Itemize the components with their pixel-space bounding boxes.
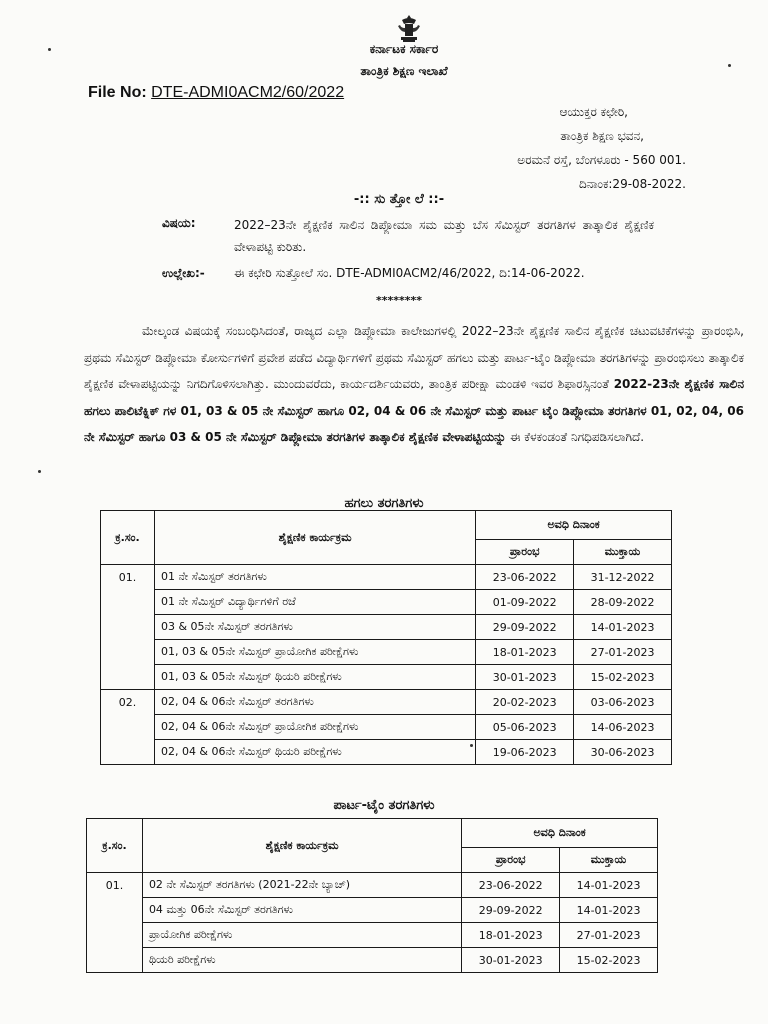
start-date-cell: 19-06-2023 [476,740,574,765]
scan-speck [48,48,51,51]
start-date-cell: 30-01-2023 [462,948,560,973]
start-date-cell: 23-06-2022 [476,565,574,590]
col-header-start: ಪ್ರಾರಂಭ [476,540,574,565]
table-row [87,898,658,923]
program-cell: 02, 04 & 06ನೇ ಸೆಮಿಸ್ಟರ್ ತರಗತಿಗಳು [154,690,475,715]
program-cell: 01 ನೇ ಸೆಮಿಸ್ಟರ್ ವಿದ್ಯಾರ್ಥಿಗಳಿಗೆ ರಜೆ [154,590,475,615]
table-row [101,665,672,690]
address-line-1: ಆಯುಕ್ತರ ಕಛೇರಿ, [559,105,628,119]
reference-text: ಈ ಕಛೇರಿ ಸುತ್ತೋಲೆ ಸಂ. DTE-ADMI0ACM2/46/2022, ದಿ:14-06-2022. [234,266,585,280]
office-address [517,100,686,196]
start-date-cell: 18-01-2023 [476,640,574,665]
end-date-cell: 15-02-2023 [560,948,658,973]
table-row [101,615,672,640]
body-paragraph [84,318,744,451]
file-number-value: DTE-ADMI0ACM2/60/2022 [151,84,345,101]
end-date-cell: 28-09-2022 [574,590,672,615]
body-text-2: ಈ ಕೆಳಕಂಡಂತೆ ನಿಗಧಿಪಡಿಸಲಾಗಿದೆ. [506,430,645,444]
table-row [101,690,672,715]
end-date-cell: 27-01-2023 [574,640,672,665]
serial-number-cell: 01. [87,873,143,973]
address-line-2: ತಾಂತ್ರಿಕ ಶಿಕ್ಷಣ ಭವನ, [560,129,644,143]
file-number-label: File No: [88,84,147,101]
program-cell: 01 ನೇ ಸೆಮಿಸ್ಟರ್ ತರಗತಿಗಳು [154,565,475,590]
program-cell: 02, 04 & 06ನೇ ಸೆಮಿಸ್ಟರ್ ಪ್ರಾಯೋಗಿಕ ಪರೀಕ್ಷೆಗಳು [154,715,475,740]
program-cell: 04 ಮತ್ತು 06ನೇ ಸೆಮಿಸ್ಟರ್ ತರಗತಿಗಳು [142,898,461,923]
col-header-program: ಶೈಕ್ಷಣಿಕ ಕಾರ್ಯಕ್ರಮ [154,511,475,565]
parttime-table-title: ಪಾರ್ಟ-ಟೈಂ ತರಗತಿಗಳು [333,798,435,813]
end-date-cell: 14-01-2023 [560,873,658,898]
address-line-3: ಅರಮನೆ ರಸ್ತೆ, ಬೆಂಗಳೂರು - 560 001. [517,153,686,167]
program-cell: 01, 03 & 05ನೇ ಸೆಮಿಸ್ಟರ್ ಥಿಯರಿ ಪರೀಕ್ಷೆಗಳು [154,665,475,690]
circular-title: -:: ಸು ತ್ತೋ ಲೆ ::- [353,192,445,207]
col-header-end: ಮುಕ್ತಾಯ [560,848,658,873]
start-date-cell: 18-01-2023 [462,923,560,948]
scan-speck [470,744,473,747]
start-date-cell: 29-09-2022 [476,615,574,640]
end-date-cell: 14-01-2023 [574,615,672,640]
reference-label: ಉಲ್ಲೇಖ:- [162,266,205,280]
start-date-cell: 23-06-2022 [462,873,560,898]
subject-label: ವಿಷಯ: [162,216,196,230]
col-header-serial: ಕ್ರ.ಸಂ. [87,819,143,873]
program-cell: 01, 03 & 05ನೇ ಸೆಮಿಸ್ಟರ್ ಪ್ರಾಯೋಗಿಕ ಪರೀಕ್ಷೆಗಳು [154,640,475,665]
program-cell: ಥಿಯರಿ ಪರೀಕ್ಷೆಗಳು [142,948,461,973]
program-cell: 02 ನೇ ಸೆಮಿಸ್ಟರ್ ತರಗತಿಗಳು (2021-22ನೇ ಬ್ಯಾಚ್) [142,873,461,898]
table-header-row [87,819,658,848]
end-date-cell: 27-01-2023 [560,923,658,948]
program-cell: 02, 04 & 06ನೇ ಸೆಮಿಸ್ಟರ್ ಥಿಯರಿ ಪರೀಕ್ಷೆಗಳು [154,740,475,765]
end-date-cell: 14-01-2023 [560,898,658,923]
table-row [101,715,672,740]
start-date-cell: 30-01-2023 [476,665,574,690]
start-date-cell: 29-09-2022 [462,898,560,923]
department-name: ತಾಂತ್ರಿಕ ಶಿಕ್ಷಣ ಇಲಾಖೆ [360,64,448,78]
col-header-serial: ಕ್ರ.ಸಂ. [101,511,155,565]
col-header-program: ಶೈಕ್ಷಣಿಕ ಕಾರ್ಯಕ್ರಮ [142,819,461,873]
state-emblem-icon [392,14,426,44]
table-row [101,740,672,765]
start-date-cell: 20-02-2023 [476,690,574,715]
scan-speck [38,470,41,473]
serial-number-cell: 01. [101,565,155,690]
day-table-title: ಹಗಲು ತರಗತಿಗಳು [344,496,424,511]
table-row [87,948,658,973]
scan-speck [728,64,731,67]
end-date-cell: 15-02-2023 [574,665,672,690]
file-number [88,84,344,102]
end-date-cell: 03-06-2023 [574,690,672,715]
col-header-period: ಅವಧಿ ದಿನಾಂಕ [462,819,658,848]
program-cell: ಪ್ರಾಯೋಗಿಕ ಪರೀಕ್ಷೆಗಳು [142,923,461,948]
body-text-1: ಮೇಲ್ಕಂಡ ವಿಷಯಕ್ಕೆ ಸಂಬಂಧಿಸಿದಂತೆ, ರಾಜ್ಯದ ಎಲ್ಲಾ ಡಿಪ್ಲೋಮಾ ಕಾಲೇಜುಗಳಲ್ಲಿ 2022–23ನೇ ಶೈಕ್ಷಣಿಕ ಸಾಲಿನ ಶೈಕ್ಷಣಿಕ ಚಟುವಟಿಕೆಗಳನ್ನು ಪ್ರಾರಂಭಿಸಿ, ಪ್ರಥಮ ಸೆಮಿಸ್ಟರ್ ಡಿಪ್ಲೋಮಾ ಕೋರ್ಸುಗಳಿಗೆ ಪ್ರವೇಶ ಪಡೆದ ವಿದ್ಯಾರ್ಥಿಗಳಿಗೆ ಪ್ರಥಮ ಸೆಮಿಸ್ಟರ್ ಹಗಲು ಮತ್ತು ಪಾರ್ಟ-ಟೈಂ ಡಿಪ್ಲೋಮಾ ತರಗತಿಗಳನ್ನು ಪ್ರಾರಂಭಿಸಲು ತಾತ್ಕಾಲಿಕ ಶೈಕ್ಷಣಿಕ ವೇಳಾಪಟ್ಟಿಯನ್ನು ನಿಗದಿಗೊಳಿಸಲಾಗಿತ್ತು. ಮುಂದುವರೆದು, ಕಾರ್ಯದರ್ಶಿಯವರು, ತಾಂತ್ರಿಕ ಪರೀಕ್ಷಾ ಮಂಡಳಿ ಇವರ ಶಿಫಾರಸ್ಸಿನಂತೆ [84,324,744,391]
end-date-cell: 30-06-2023 [574,740,672,765]
table-row [87,873,658,898]
col-header-end: ಮುಕ್ತಾಯ [574,540,672,565]
program-cell: 03 & 05ನೇ ಸೆಮಿಸ್ಟರ್ ತರಗತಿಗಳು [154,615,475,640]
table-row [87,923,658,948]
end-date-cell: 14-06-2023 [574,715,672,740]
parttime-schedule-table [86,818,658,973]
end-date-cell: 31-12-2022 [574,565,672,590]
serial-number-cell: 02. [101,690,155,765]
body-text-bold: 2022-23ನೇ ಶೈಕ್ಷಣಿಕ ಸಾಲಿನ ಹಗಲು ಪಾಲಿಟೆಕ್ನಿಕ್ ಗಳ 01, 03 & 05 ನೇ ಸೆಮಿಸ್ಟರ್ ಹಾಗೂ 02, 04 & 06 ನೇ ಸೆಮಿಸ್ಟರ್ ಮತ್ತು ಪಾರ್ಟ ಟೈಂ ಡಿಪ್ಲೋಮಾ ತರಗತಿಗಳ 01, 02, 04, 06 ನೇ ಸೆಮಿಸ್ಟರ್ ಹಾಗೂ 03 & 05 ನೇ ಸೆಮಿಸ್ಟರ್ ಡಿಪ್ಲೋಮಾ ತರಗತಿಗಳ ತಾತ್ಕಾಲಿಕ ಶೈಕ್ಷಣಿಕ ವೇಳಾಪಟ್ಟಿಯನ್ನು [84,377,744,444]
table-row [101,640,672,665]
col-header-period: ಅವಧಿ ದಿನಾಂಕ [476,511,672,540]
government-name: ಕರ್ನಾಟಕ ಸರ್ಕಾರ [369,42,439,56]
separator-stars: ******** [375,294,423,307]
circular-date: ದಿನಾಂಕ:29-08-2022. [579,177,686,191]
table-row [101,590,672,615]
day-schedule-table [100,510,672,765]
table-row [101,565,672,590]
subject-text: 2022–23ನೇ ಶೈಕ್ಷಣಿಕ ಸಾಲಿನ ಡಿಪ್ಲೋಮಾ ಸಮ ಮತ್ತು ಬೆಸ ಸೆಮಿಸ್ಟರ್ ತರಗತಿಗಳ ತಾತ್ಕಾಲಿಕ ಶೈಕ್ಷಣಿಕ ವೇಳಾಪಟ್ಟಿ ಕುರಿತು. [234,218,654,254]
start-date-cell: 01-09-2022 [476,590,574,615]
table-header-row [101,511,672,540]
start-date-cell: 05-06-2023 [476,715,574,740]
col-header-start: ಪ್ರಾರಂಭ [462,848,560,873]
